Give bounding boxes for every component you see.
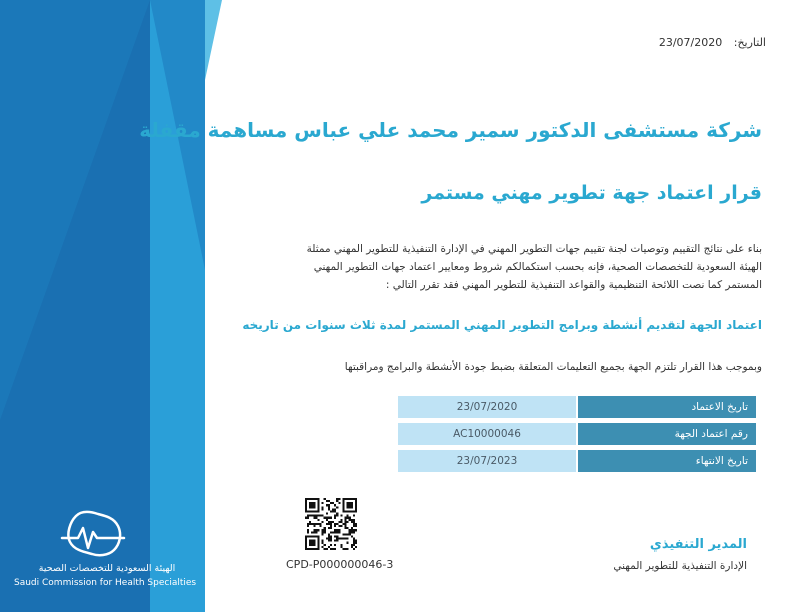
issue-date-value: 23/07/2020 bbox=[658, 36, 723, 49]
issue-date bbox=[659, 36, 766, 49]
certificate-code: CPD-P000000046-3 bbox=[286, 558, 394, 571]
intro-line: الهيئة السعودية للتخصصات الصحية، فإنه بحسب استكمالكم شروط ومعايير اعتماد جهات التطوير المهني bbox=[313, 261, 762, 273]
company-name: شركة مستشفى الدكتور سمير محمد علي عباس مساهمة مقفلة bbox=[139, 118, 762, 142]
details-row-label: تاريخ الاعتماد bbox=[578, 396, 756, 418]
details-row-label: تاريخ الانتهاء bbox=[578, 450, 756, 472]
accreditation-details-table bbox=[398, 396, 756, 477]
side-band-edge bbox=[205, 0, 222, 80]
details-row-value: AC10000046 bbox=[398, 423, 576, 445]
intro-line: المستمر كما نصت اللائحة التنظيمية والقواعد التنفيذية للتطوير المهني فقد تقرر التالي : bbox=[385, 279, 762, 291]
decision-headline: اعتماد الجهة لتقديم أنشطة وبرامج التطوير المهني المستمر لمدة ثلاث سنوات من تاريخه bbox=[242, 318, 762, 332]
details-row-label: رقم اعتماد الجهة bbox=[578, 423, 756, 445]
intro-line: بناء على نتائج التقييم وتوصيات لجنة تقييم جهات التطوير المهني في الإدارة التنفيذية للتطوير المهني ممثلة bbox=[306, 243, 762, 255]
issue-date-label: التاريخ: bbox=[733, 36, 766, 49]
signatory-department: الإدارة التنفيذية للتطوير المهني bbox=[613, 560, 747, 572]
obligation-note: وبموجب هذا القرار تلتزم الجهة بجميع التعليمات المتعلقة بضبط جودة الأنشطة والبرامج ومراقبتها bbox=[344, 361, 762, 373]
qr-code bbox=[305, 498, 357, 550]
intro-paragraph bbox=[297, 240, 762, 294]
signatory-title: المدير التنفيذي bbox=[649, 537, 747, 552]
logo-name-arabic: الهيئة السعودية للتخصصات الصحية bbox=[38, 563, 176, 574]
logo-name-english: Saudi Commission for Health Specialties bbox=[14, 578, 197, 588]
scfhs-map-heartbeat-icon bbox=[58, 508, 128, 560]
details-row bbox=[398, 450, 756, 472]
decision-title: قرار اعتماد جهة تطوير مهني مستمر bbox=[421, 182, 762, 204]
details-row-value: 23/07/2020 bbox=[398, 396, 576, 418]
details-row bbox=[398, 423, 756, 445]
details-row-value: 23/07/2023 bbox=[398, 450, 576, 472]
details-row bbox=[398, 396, 756, 418]
